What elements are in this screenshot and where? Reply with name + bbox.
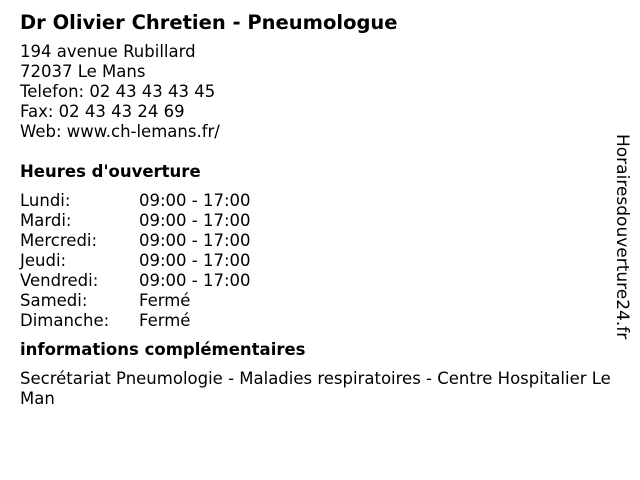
hours-row-saturday <box>20 291 620 311</box>
time-value: 09:00 - 17:00 <box>139 191 251 210</box>
street-address: 194 avenue Rubillard <box>20 42 196 61</box>
time-value: 09:00 - 17:00 <box>139 271 251 290</box>
hours-row-thursday <box>20 251 620 271</box>
opening-hours-table <box>20 191 620 331</box>
day-label: Samedi: <box>20 291 88 310</box>
day-label: Vendredi: <box>20 271 99 290</box>
time-value: 09:00 - 17:00 <box>139 251 251 270</box>
hours-row-tuesday <box>20 211 620 231</box>
day-label: Jeudi: <box>20 251 67 270</box>
opening-hours-heading: Heures d'ouverture <box>20 162 201 181</box>
day-label: Mardi: <box>20 211 72 230</box>
time-value: Fermé <box>139 291 191 310</box>
day-label: Dimanche: <box>20 311 110 330</box>
fax-number: Fax: 02 43 43 24 69 <box>20 102 185 121</box>
day-label: Lundi: <box>20 191 71 210</box>
phone-number: Telefon: 02 43 43 43 45 <box>20 82 216 101</box>
site-watermark: Horairesdouverture24.fr <box>612 134 632 340</box>
page-title: Dr Olivier Chretien - Pneumologue <box>20 11 398 34</box>
hours-row-friday <box>20 271 620 291</box>
time-value: 09:00 - 17:00 <box>139 231 251 250</box>
time-value: Fermé <box>139 311 191 330</box>
website: Web: www.ch-lemans.fr/ <box>20 122 220 141</box>
city: 72037 Le Mans <box>20 62 146 81</box>
address-block <box>20 42 620 142</box>
time-value: 09:00 - 17:00 <box>139 211 251 230</box>
hours-row-monday <box>20 191 620 211</box>
hours-row-wednesday <box>20 231 620 251</box>
day-label: Mercredi: <box>20 231 98 250</box>
hours-row-sunday <box>20 311 620 331</box>
additional-info-heading: informations complémentaires <box>20 340 306 359</box>
listing-card <box>20 10 620 409</box>
additional-info-text: Secrétariat Pneumologie - Maladies respiratoires - Centre Hospitalier Le Man <box>20 369 611 408</box>
